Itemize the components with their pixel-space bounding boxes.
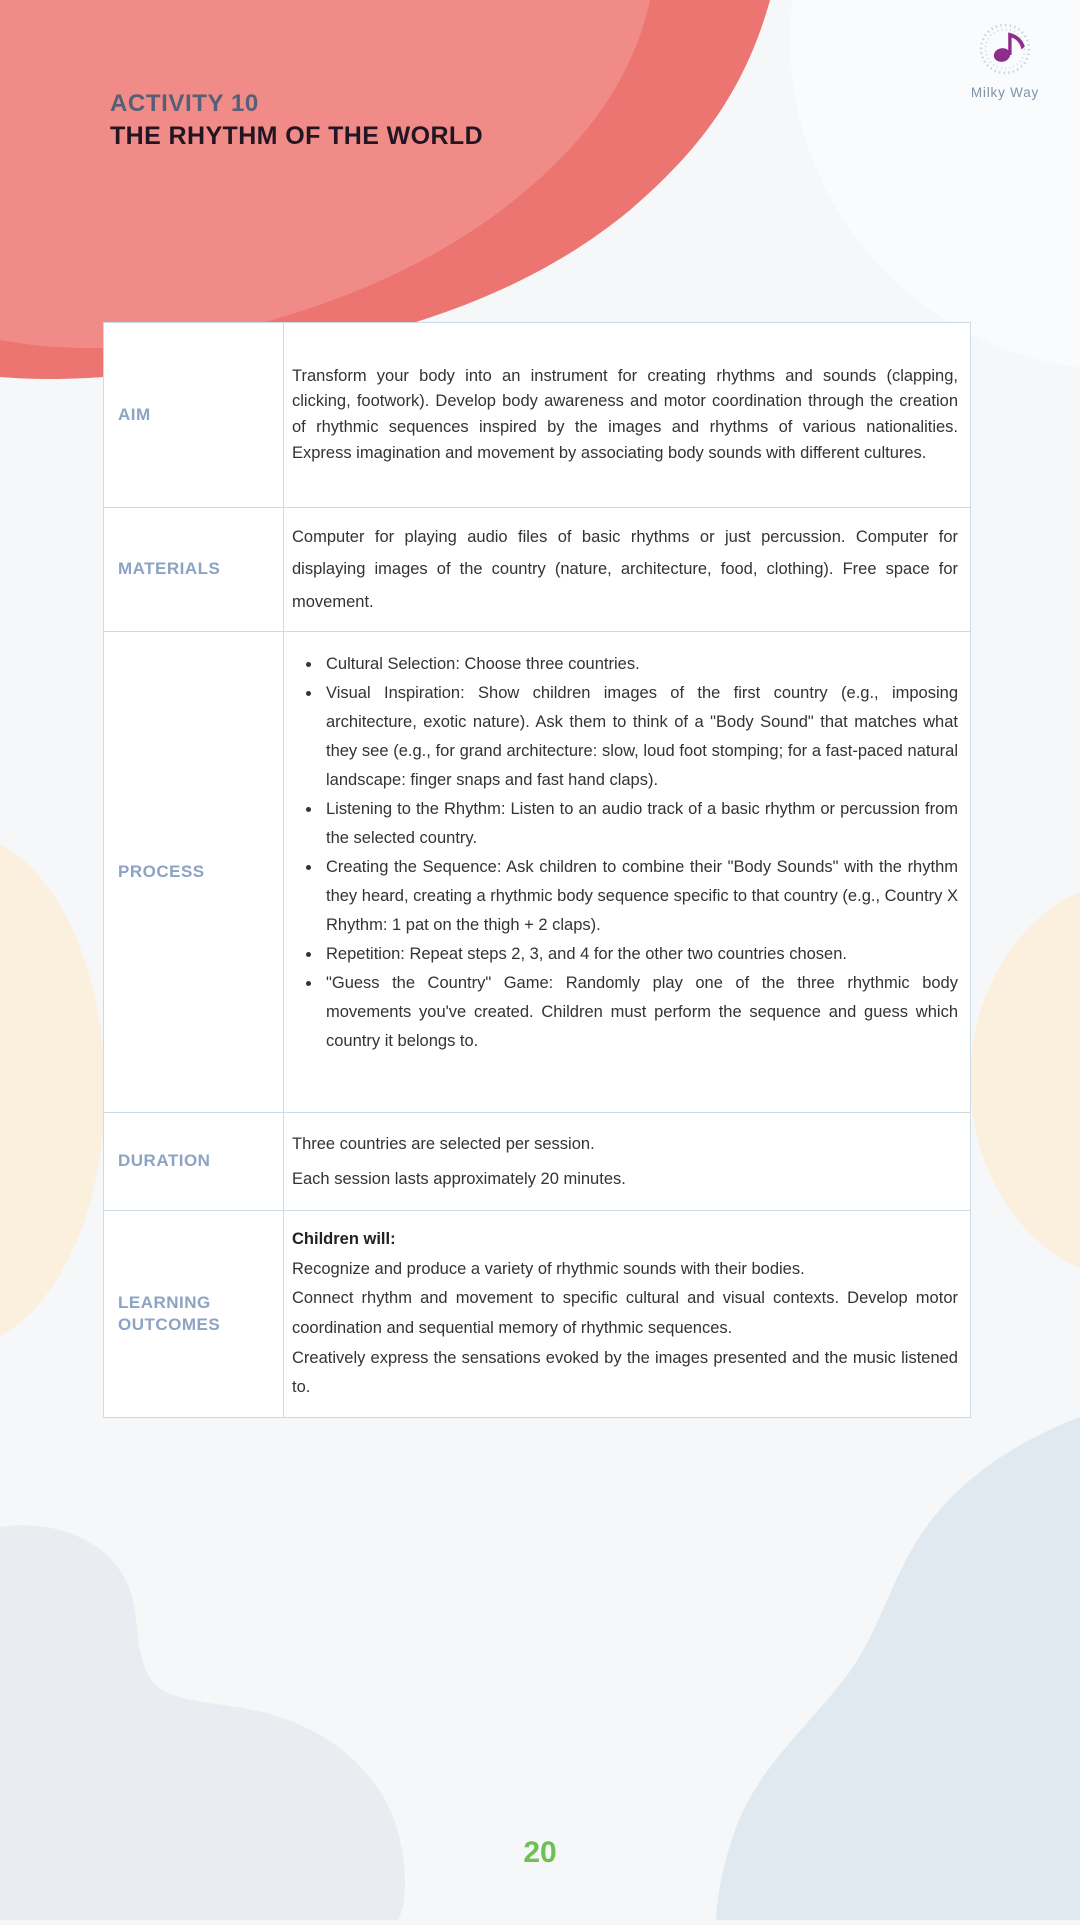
logo-wordmark: Milky Way [970, 85, 1040, 100]
page-number: 20 [523, 1836, 557, 1869]
duration-line: Three countries are selected per session. [292, 1134, 595, 1153]
process-step: • "Guess the Country" Game: Randomly play one of the three rhythmic body movements you've created. Children must perform the sequence and guess which country it belongs to. [322, 969, 958, 1056]
outcome-line: Creatively express the sensations evoked by the images presented and the music listened to. [292, 1348, 958, 1397]
process-step: • Repetition: Repeat steps 2, 3, and 4 for the other two countries chosen. [322, 940, 958, 969]
outcome-line [292, 1284, 958, 1343]
process-step: • Cultural Selection: Choose three countries. [322, 650, 958, 679]
table-row-materials [104, 508, 970, 632]
materials-row-label: MATERIALS [104, 508, 284, 631]
aim-text: Transform your body into an instrument for creating rhythms and sounds (clapping, clicking, footwork). Develop body awareness and motor coordination through the creation of rhythmic sequences inspired by the images and rhythms of various nationalities. Express imagination and movement by associating body sounds with different cultures. [292, 366, 958, 462]
table-row-aim [104, 323, 970, 508]
process-step: • Creating the Sequence: Ask children to combine their "Body Sounds" with the rhythm they heard, creating a rhythmic body sequence specific to that country (e.g., Country X Rhythm: 1 pat on the thigh + 2 claps). [322, 853, 958, 940]
process-step: • Listening to the Rhythm: Listen to an audio track of a basic rhythm or percussion from the selected country. [322, 795, 958, 853]
page-title: THE RHYTHM OF THE WORLD [110, 122, 484, 150]
beige-blob-right [970, 878, 1080, 1282]
process-steps-list [292, 650, 958, 1056]
activity-number-label: ACTIVITY 10 [110, 90, 259, 117]
table-row-process [104, 632, 970, 1113]
process-row-label: PROCESS [104, 632, 284, 1112]
music-note-logo-icon [976, 65, 1034, 82]
outcome-sentence: Connect rhythm and movement to specific cultural and visual contexts. [292, 1289, 840, 1308]
table-row-duration [104, 1113, 970, 1211]
aim-row-label: AIM [104, 323, 284, 507]
outcome-sentence: Develop motor coordination and sequential memory of rhythmic sequences. [292, 1289, 958, 1337]
activity-table [103, 322, 971, 1418]
table-row-learning-outcomes [104, 1211, 970, 1417]
outcome-line: Recognize and produce a variety of rhythmic sounds with their bodies. [292, 1259, 805, 1278]
materials-text: Computer for playing audio files of basic rhythms or just percussion. Computer for displaying images of the country (nature, architecture, food, clothing). Free space for movement. [292, 528, 958, 611]
process-step: • Visual Inspiration: Show children images of the first country (e.g., imposing architecture, exotic nature). Ask them to think of a "Body Sound" that matches what they see (e.g., for grand architecture: slow, loud foot stomping; for a fast-paced natural landscape: finger snaps and fast hand claps). [322, 679, 958, 795]
milky-way-logo [953, 20, 1057, 100]
header [110, 90, 483, 151]
learning-outcomes-row-label: LEARNING OUTCOMES [104, 1211, 284, 1417]
outcomes-intro: Children will: [292, 1229, 396, 1248]
duration-line: Each session lasts approximately 20 minutes. [292, 1169, 626, 1188]
duration-row-label: DURATION [104, 1113, 284, 1210]
beige-blob-left [0, 832, 105, 1348]
